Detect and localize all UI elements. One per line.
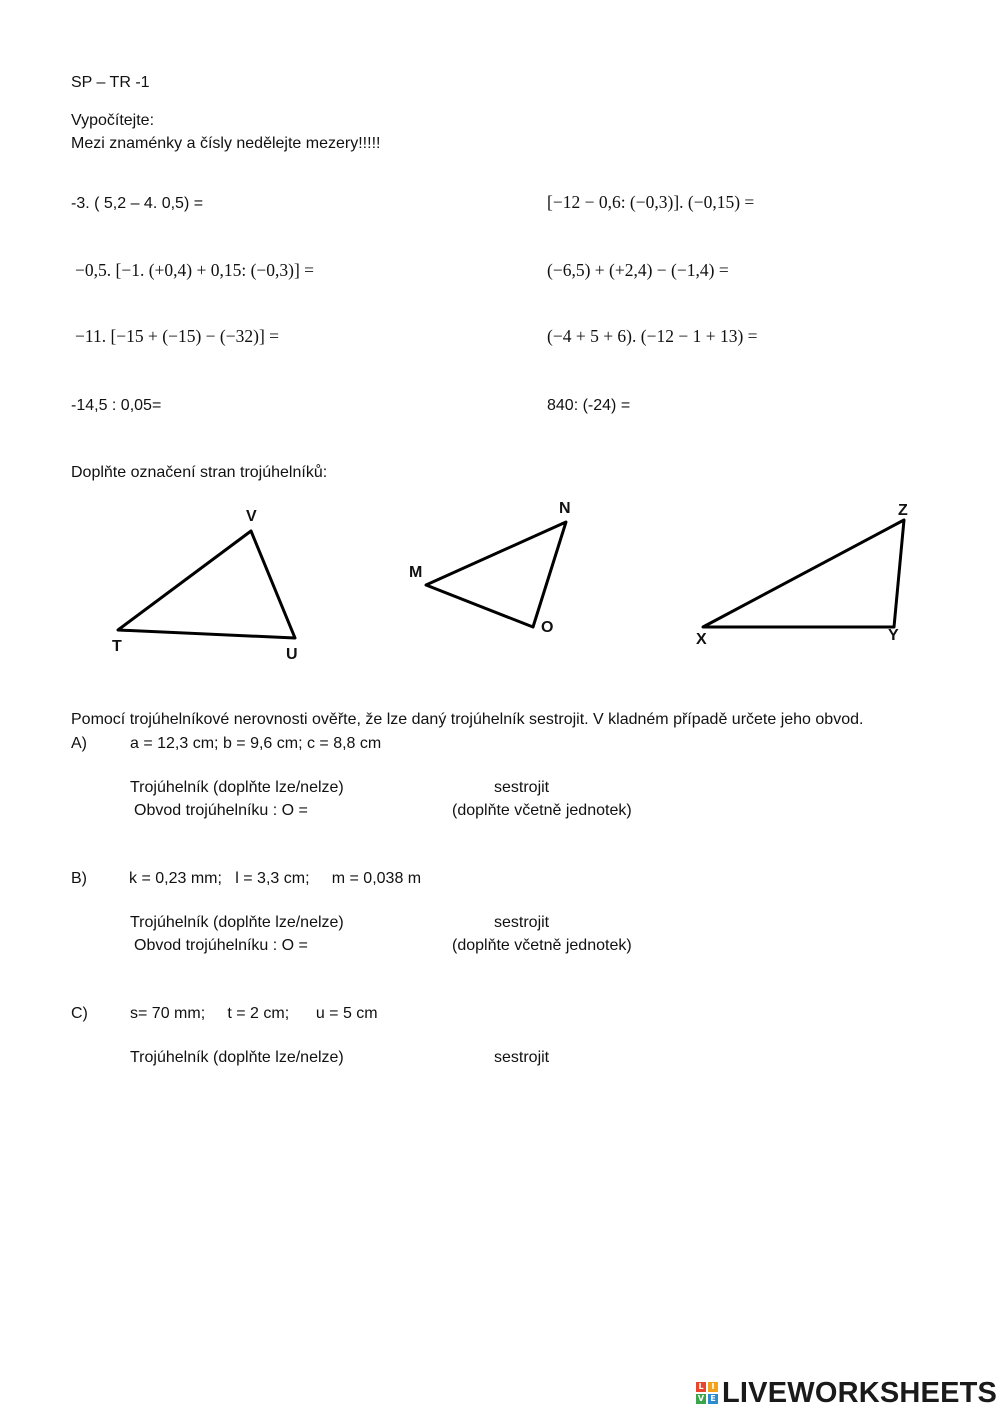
- exercise-6: (−4 + 5 + 6). (−12 − 1 + 13) =: [547, 326, 758, 346]
- task-c-letter: C): [71, 1005, 88, 1022]
- task-c-construct-label: Trojúhelník (doplňte lze/nelze): [130, 1049, 344, 1066]
- triangle-mno: [426, 522, 566, 627]
- vertex-label-o: O: [541, 619, 554, 636]
- task-a-values: a = 12,3 cm; b = 9,6 cm; c = 8,8 cm: [130, 735, 382, 752]
- inequality-instruction: Pomocí trojúhelníkové nerovnosti ověřte, že lze daný trojúhelník sestrojit. V kladném případě určete jeho obvod.: [71, 711, 864, 728]
- triangles-instruction: Doplňte označení stran trojúhelníků:: [71, 464, 328, 481]
- logo-block-l: L: [696, 1382, 706, 1392]
- task-b-construct-end: sestrojit: [494, 914, 550, 931]
- exercise-3: −0,5. [−1. (+0,4) + 0,15: (−0,3)] =: [75, 260, 315, 280]
- task-c-values: s= 70 mm; t = 2 cm; u = 5 cm: [130, 1005, 378, 1022]
- vertex-label-y: Y: [888, 627, 899, 644]
- task-a-letter: A): [71, 735, 87, 752]
- exercise-8: 840: (-24) =: [547, 397, 631, 414]
- task-b-letter: B): [71, 870, 87, 887]
- task-a-perimeter-hint: (doplňte včetně jednotek): [452, 802, 632, 819]
- logo-text: LIVEWORKSHEETS: [722, 1376, 998, 1409]
- task-c-construct-end: sestrojit: [494, 1049, 550, 1066]
- intro-title: Vypočítejte:: [71, 112, 155, 129]
- vertex-label-z: Z: [898, 502, 908, 519]
- task-b-construct-label: Trojúhelník (doplňte lze/nelze): [130, 914, 344, 931]
- task-a-perimeter-label: Obvod trojúhelníku : O =: [134, 802, 308, 819]
- task-b-perimeter-hint: (doplňte včetně jednotek): [452, 937, 632, 954]
- exercise-4: (−6,5) + (+2,4) − (−1,4) =: [547, 260, 729, 280]
- logo-block-v: V: [697, 1394, 705, 1403]
- task-a-construct-end: sestrojit: [494, 779, 550, 796]
- logo-block-e: E: [708, 1394, 718, 1404]
- exercise-5: −11. [−15 + (−15) − (−32)] =: [75, 326, 280, 346]
- task-b-values: k = 0,23 mm; l = 3,3 cm; m = 0,038 m: [129, 870, 422, 887]
- vertex-label-v: V: [246, 508, 257, 525]
- vertex-label-m: M: [409, 564, 423, 581]
- intro-note: Mezi znaménky a čísly nedělejte mezery!!!!!: [71, 135, 381, 152]
- vertex-label-u: U: [286, 646, 298, 663]
- liveworksheets-logo: [696, 1376, 997, 1410]
- vertex-label-x: X: [696, 631, 707, 648]
- vertex-label-t: T: [112, 638, 122, 655]
- worksheet-code: SP – TR -1: [71, 74, 150, 91]
- task-a-construct-label: Trojúhelník (doplňte lze/nelze): [130, 779, 344, 796]
- triangle-tuv: [118, 531, 295, 638]
- exercise-1: -3. ( 5,2 – 4. 0,5) =: [71, 195, 204, 212]
- triangle-xyz: [703, 520, 904, 627]
- exercise-7: -14,5 : 0,05=: [71, 397, 162, 414]
- task-b-perimeter-label: Obvod trojúhelníku : O =: [134, 937, 308, 954]
- exercise-2: [−12 − 0,6: (−0,3)]. (−0,15) =: [547, 192, 755, 212]
- vertex-label-n: N: [559, 500, 571, 517]
- logo-icon: [696, 1382, 718, 1404]
- logo-block-i: I: [708, 1382, 718, 1392]
